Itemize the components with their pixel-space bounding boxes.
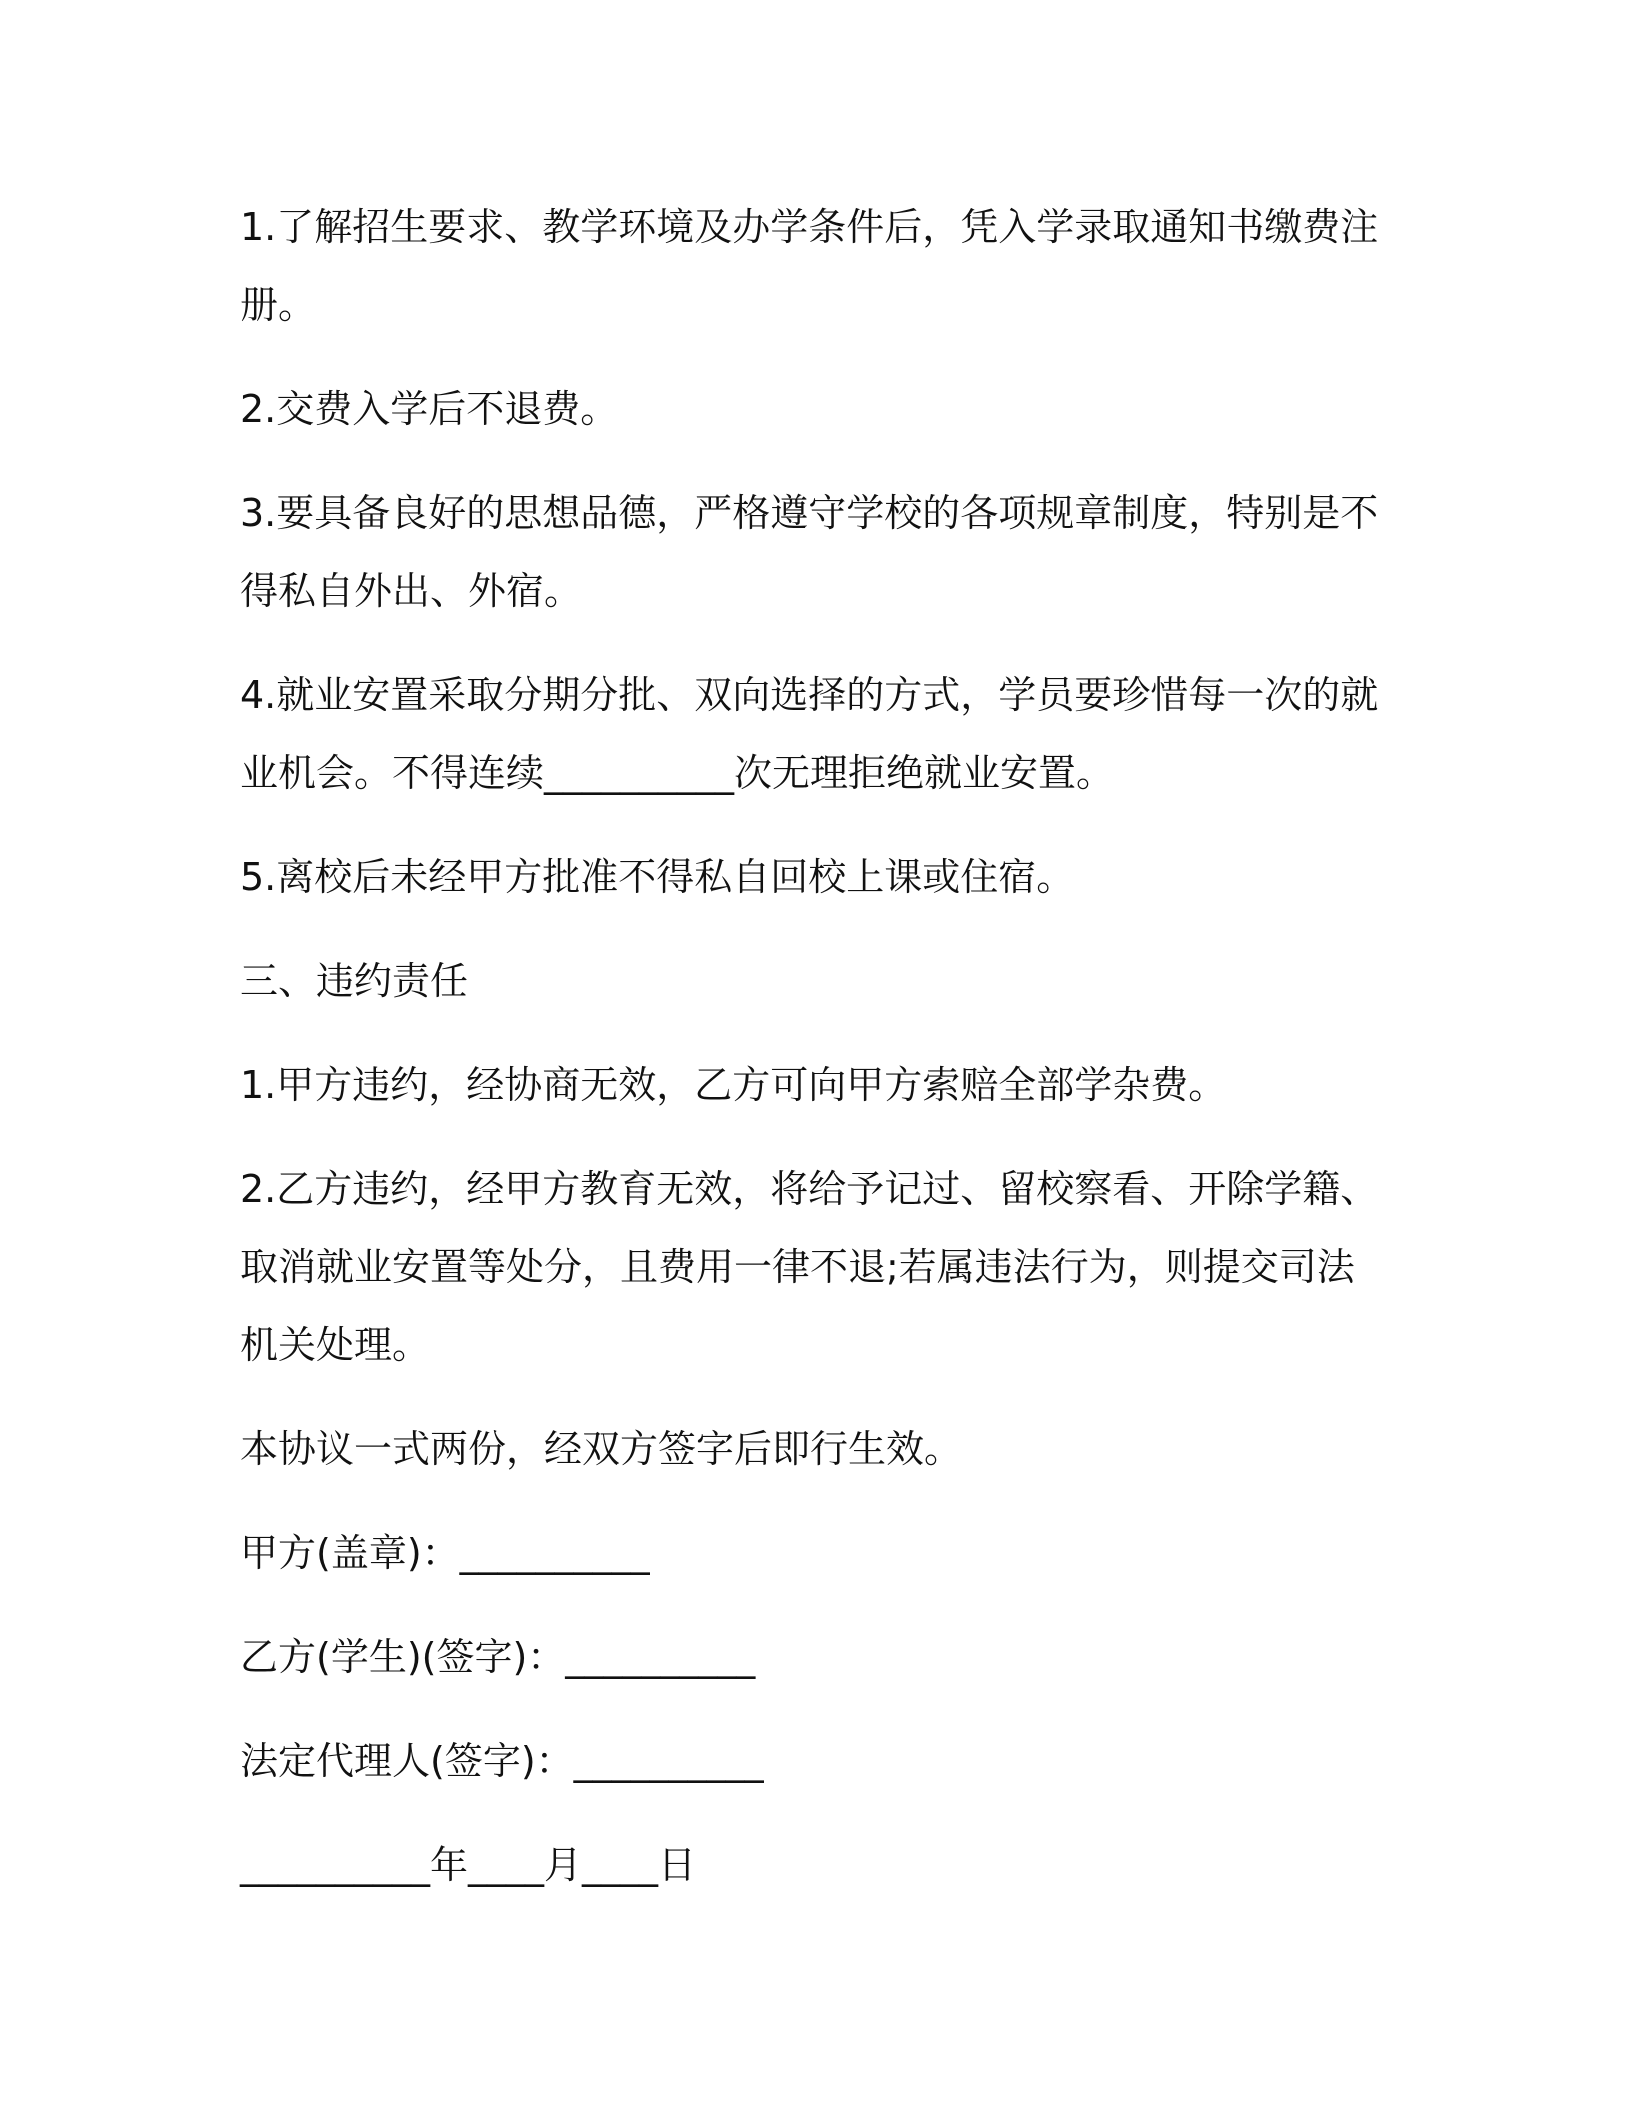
party-a-signature-line: 甲方(盖章)：__________ — [240, 1531, 650, 1575]
requirement-item-4: 4.就业安置采取分期分批、双向选择的方式，学员要珍惜每一次的就业机会。不得连续__________次无理拒绝就业安置。 — [240, 673, 1379, 795]
effectiveness-clause: 本协议一式两份，经双方签字后即行生效。 — [240, 1427, 963, 1471]
document-body — [240, 188, 1380, 1904]
date-line: __________年____月____日 — [240, 1843, 697, 1887]
party-b-signature-line: 乙方(学生)(签字)：__________ — [240, 1635, 756, 1679]
breach-item-1: 1.甲方违约，经协商无效，乙方可向甲方索赔全部学杂费。 — [240, 1063, 1227, 1107]
requirement-item-5: 5.离校后未经甲方批准不得私自回校上课或住宿。 — [240, 855, 1075, 899]
requirement-item-3: 3.要具备良好的思想品德，严格遵守学校的各项规章制度，特别是不得私自外出、外宿。 — [240, 491, 1379, 613]
section-heading-breach: 三、违约责任 — [240, 959, 469, 1003]
guardian-signature-line: 法定代理人(签字)：__________ — [240, 1739, 764, 1783]
requirement-item-2: 2.交费入学后不退费。 — [240, 387, 619, 431]
breach-item-2: 2.乙方违约，经甲方教育无效，将给予记过、留校察看、开除学籍、取消就业安置等处分，且费用一律不退;若属违法行为，则提交司法机关处理。 — [240, 1167, 1379, 1367]
requirement-item-1: 1.了解招生要求、教学环境及办学条件后，凭入学录取通知书缴费注册。 — [240, 205, 1379, 327]
